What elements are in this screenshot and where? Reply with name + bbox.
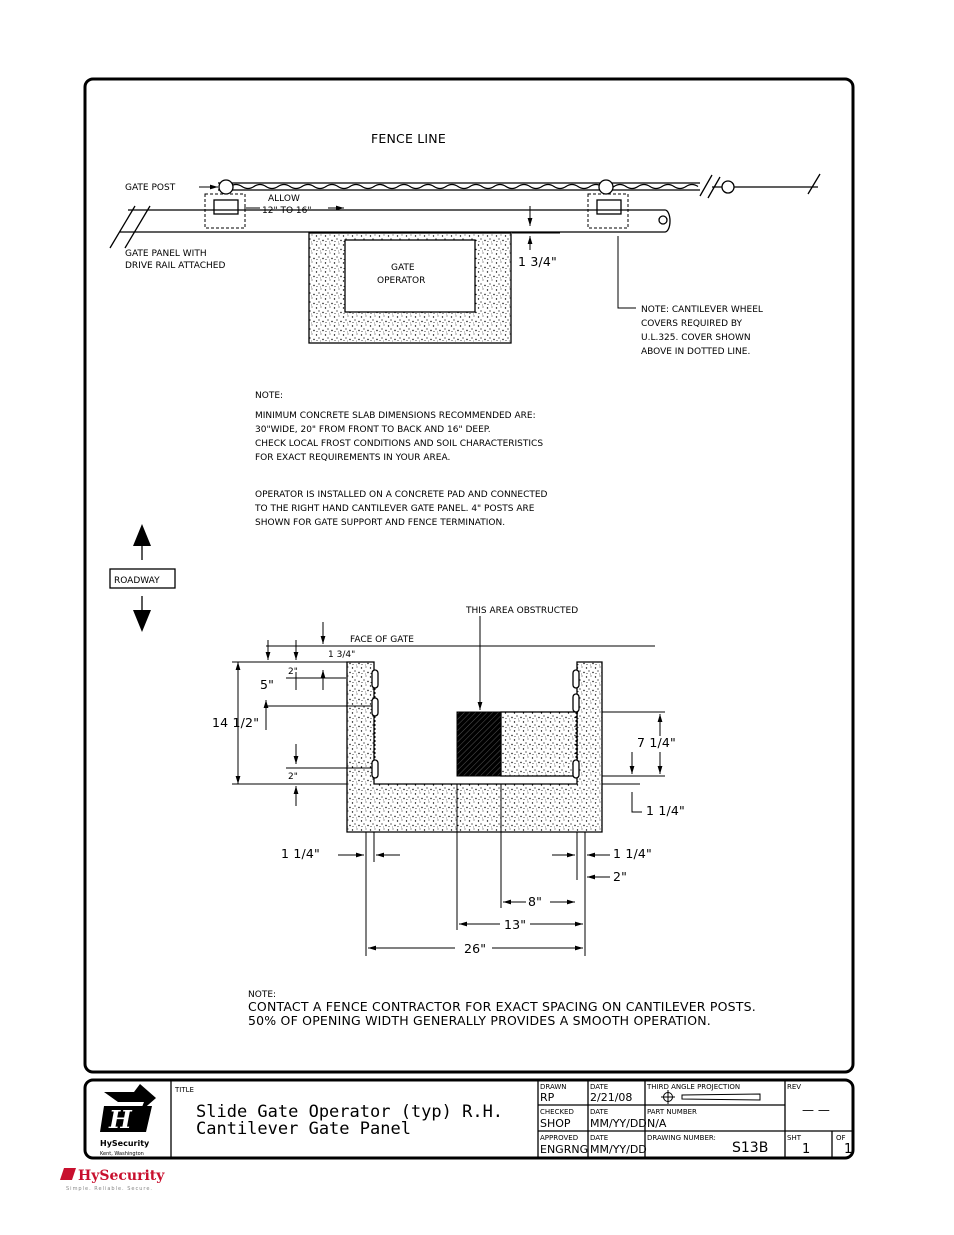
gate-post-right: [599, 180, 613, 194]
sheet-value: 1: [802, 1142, 811, 1157]
title-block: [85, 1080, 853, 1158]
note-slab: [254, 391, 548, 528]
gate-panel-label-2: DRIVE RAIL ATTACHED: [125, 261, 226, 271]
plan-clearance-dim: 1 3/4": [518, 254, 557, 269]
note1-heading: NOTE:: [255, 391, 284, 401]
face-of-gate-label: FACE OF GATE: [350, 635, 414, 645]
hysecurity-logo-icon: [100, 1084, 156, 1134]
footer-brand: HySecurity: [78, 1168, 165, 1184]
sheet-label: SHT: [787, 1134, 801, 1142]
footer-tagline: Simple. Reliable. Secure.: [66, 1186, 154, 1192]
note2-line-1: CONTACT A FENCE CONTRACTOR FOR EXACT SPACING ON CANTILEVER POSTS.: [248, 999, 756, 1014]
note1-line: 30"WIDE, 20" FROM FRONT TO BACK AND 16" DEEP.: [255, 425, 491, 435]
gate-post-label: GATE POST: [125, 183, 176, 193]
gate-operator-label-2: OPERATOR: [377, 276, 426, 286]
checked-date: MM/YY/DD: [590, 1117, 647, 1130]
cantilever-note-2: COVERS REQUIRED BY: [641, 319, 743, 329]
title-line-2: Cantilever Gate Panel: [196, 1119, 411, 1139]
allow-label: ALLOW: [268, 194, 300, 204]
drawing-frame: [85, 79, 853, 1072]
approved-label: APPROVED: [540, 1134, 579, 1142]
drawn-date: 2/21/08: [590, 1091, 633, 1104]
dim-1-1-4-left: 1 1/4": [281, 846, 320, 861]
checked-value: SHOP: [540, 1117, 571, 1130]
cantilever-note-4: ABOVE IN DOTTED LINE.: [641, 347, 751, 357]
approved-value: ENGRNG: [540, 1143, 589, 1156]
checked-label: CHECKED: [540, 1108, 574, 1116]
cantilever-note-1: NOTE: CANTILEVER WHEEL: [641, 305, 763, 315]
dim-26: 26": [464, 941, 487, 956]
roadway-indicator: [110, 524, 175, 632]
arrow-up-icon: [133, 524, 151, 546]
title-line-1: Slide Gate Operator (typ) R.H.: [196, 1102, 504, 1122]
note2-line-2: 50% OF OPENING WIDTH GENERALLY PROVIDES A SMOOTH OPERATION.: [248, 1013, 711, 1028]
note1-line: SHOWN FOR GATE SUPPORT AND FENCE TERMINATION.: [255, 518, 506, 528]
of-value: 1: [844, 1142, 853, 1157]
gate-operator-label-1: GATE: [391, 263, 415, 273]
projection-label: THIRD ANGLE PROJECTION: [647, 1083, 741, 1091]
note1-line: MINIMUM CONCRETE SLAB DIMENSIONS RECOMMENDED ARE:: [255, 411, 536, 421]
dim-1-1-4-bottom-right: 1 1/4": [613, 846, 652, 861]
drawn-label: DRAWN: [540, 1083, 567, 1091]
roadway-label: ROADWAY: [114, 576, 160, 586]
hysecurity-mark-icon: [60, 1168, 76, 1180]
fence-line-label: FENCE LINE: [371, 131, 446, 146]
third-angle-projection-icon: [661, 1090, 760, 1104]
date-label: DATE: [590, 1083, 609, 1091]
gate-panel-label-1: GATE PANEL WITH: [125, 249, 207, 259]
plan-view: [110, 131, 820, 357]
drawing-number-label: DRAWING NUMBER:: [647, 1134, 716, 1142]
dim-13: 13": [504, 917, 527, 932]
dim-14-1-2: 14 1/2": [212, 715, 260, 730]
obstructed-area: [457, 712, 501, 776]
rev-value: — —: [802, 1103, 830, 1117]
section-detail: [212, 606, 685, 956]
footer-logo: [60, 1168, 165, 1192]
obstructed-label: THIS AREA OBSTRUCTED: [466, 606, 579, 616]
note1-line: OPERATOR IS INSTALLED ON A CONCRETE PAD AND CONNECTED: [255, 490, 548, 500]
note1-line: CHECK LOCAL FROST CONDITIONS AND SOIL CHARACTERISTICS: [255, 439, 544, 449]
approved-date: MM/YY/DD: [590, 1143, 647, 1156]
note1-line: TO THE RIGHT HAND CANTILEVER GATE PANEL. 4" POSTS ARE: [255, 504, 535, 514]
dim-7-1-4: 7 1/4": [637, 735, 676, 750]
drawing-number: S13B: [732, 1140, 769, 1156]
date-label: DATE: [590, 1134, 609, 1142]
dim-2-top: 2": [288, 667, 298, 677]
cantilever-note-3: U.L.325. COVER SHOWN: [641, 333, 751, 343]
allow-range-label: 12" TO 16": [262, 206, 312, 216]
operator-body: [501, 712, 577, 776]
logo-location: Kent, Washington: [100, 1151, 144, 1157]
date-label: DATE: [590, 1108, 609, 1116]
part-value: N/A: [647, 1117, 667, 1130]
dim-1-1-4-right: 1 1/4": [646, 803, 685, 818]
part-label: PART NUMBER: [647, 1108, 697, 1116]
gate-post-left: [219, 180, 233, 194]
note1-line: FOR EXACT REQUIREMENTS IN YOUR AREA.: [255, 453, 451, 463]
note2-heading: NOTE:: [248, 990, 277, 1000]
dim-2-bottom: 2": [288, 772, 298, 782]
drawn-value: RP: [540, 1091, 555, 1104]
dim-8: 8": [528, 894, 543, 909]
title-label: TITLE: [175, 1086, 194, 1094]
svg-text:H: H: [109, 1105, 132, 1134]
dim-2-right: 2": [613, 869, 628, 884]
arrow-down-icon: [133, 610, 151, 632]
dim-1-3-4-detail: 1 3/4": [328, 650, 356, 660]
rev-label: REV: [787, 1083, 802, 1091]
logo-name: HySecurity: [100, 1139, 150, 1148]
of-label: OF: [836, 1134, 846, 1142]
dim-5: 5": [260, 677, 275, 692]
note-contractor: [248, 990, 756, 1028]
